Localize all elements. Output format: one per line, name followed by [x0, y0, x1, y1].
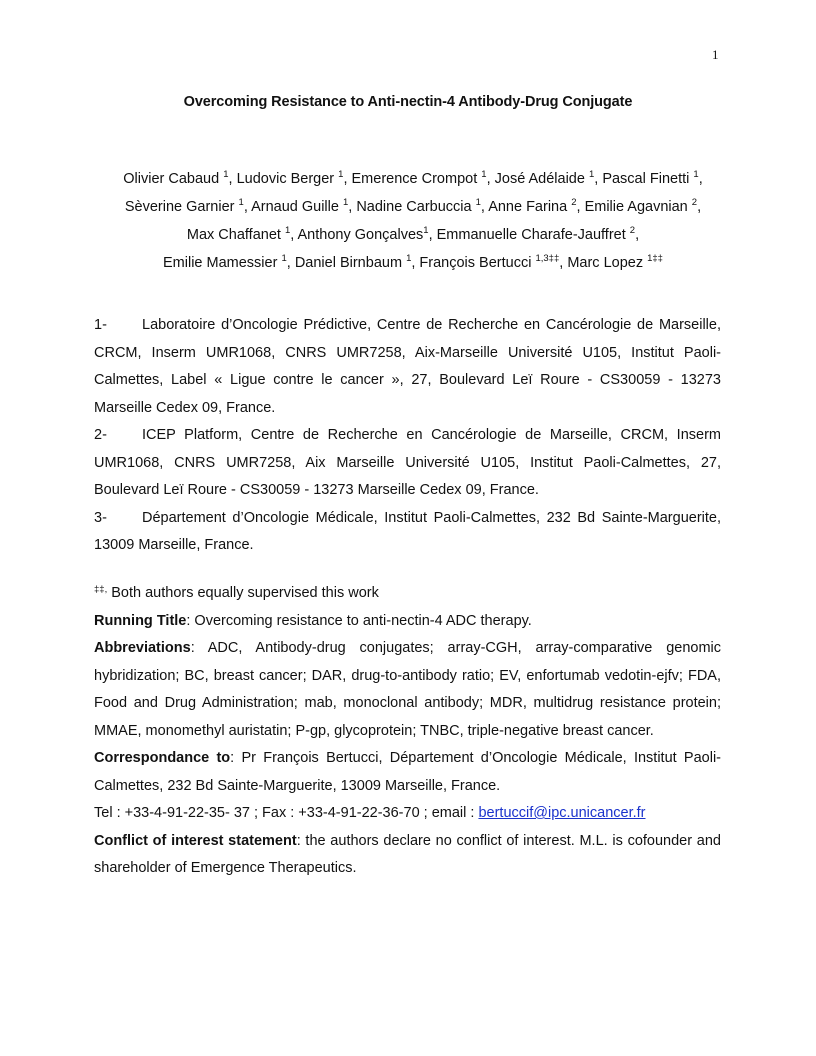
author-line: Emilie Mamessier $^1$, Daniel Birnbaum $^1$, François Bertucci $^{1,3\ddagger\ddagger}$, Marc Lopez $^{1\ddagger\ddagger}$ [163, 253, 663, 271]
author: Nadine Carbuccia $^1$ [356, 197, 481, 215]
paper-title: Overcoming Resistance to Anti-nectin-4 Antibody-Drug Conjugate [183, 94, 633, 110]
author: Emmanuelle Charafe-Jauffret $^2$ [436, 225, 636, 243]
affiliation: 1- Laboratoire d’Oncologie Prédictive, Centre de Recherche en Cancérologie de Marseille, CRCM, Inserm UMR1068, CNRS UMR7258, Aix-Marseille Université U105, Institut Paoli-Calmettes, Label « Ligue contre le cancer », 27, Boulevard Leï Roure - CS30059 - 13273 Marseille Cedex 09, France. [94, 317, 721, 416]
correspondence: Correspondance to: Pr François Bertucci, Département d’Oncologie Médicale, Institut Paoli-Calmettes, 232 Bd Sainte-Marguerite, 13009 Marseille, France. [94, 750, 721, 794]
affiliation-list [94, 312, 721, 560]
author: Olivier Cabaud $^1$ [123, 169, 229, 187]
front-matter-notes [94, 580, 721, 883]
author: Arnaud Guille $^1$ [251, 197, 349, 215]
page-number: 1 [712, 47, 719, 62]
footnote: ‡‡, Both authors equally supervised this work [94, 584, 379, 601]
author-line: Max Chaffanet $^1$, Anthony Gonçalves$^1$, Emmanuelle Charafe-Jauffret $^2$, [186, 225, 640, 243]
author: François Bertucci $^{1,3\ddagger\ddagger}$ [419, 253, 560, 271]
abbreviations: Abbreviations: ADC, Antibody-drug conjugates; array-CGH, array-comparative genomic hybridization; BC, breast cancer; DAR, drug-to-antibody ratio; EV, enfortumab vedotin-ejfv; FDA, Food and Drug Administration; mab, monoclonal antibody; MDR, multidrug resistance protein; MMAE, monomethyl auristatin; P-gp, glycoprotein; TNBC, triple-negative breast cancer. [94, 640, 721, 739]
author: Emerence Crompot $^1$ [351, 169, 487, 187]
conflict-statement: Conflict of interest statement: the authors declare no conflict of interest. M.L. is cofounder and shareholder of Emergence Therapeutics. [94, 832, 721, 876]
author-line: Olivier Cabaud $^1$, Ludovic Berger $^1$, Emerence Crompot $^1$, José Adélaide $^1$, Pascal Finetti $^1$, [123, 169, 703, 187]
running-title: Running Title: Overcoming resistance to anti-nectin-4 ADC therapy. [94, 612, 532, 629]
affiliation: 3- Département d’Oncologie Médicale, Institut Paoli-Calmettes, 232 Bd Sainte-Marguerite, 13009 Marseille, France. [94, 509, 721, 553]
author: Max Chaffanet $^1$ [186, 225, 291, 243]
author: Ludovic Berger $^1$ [236, 169, 344, 187]
author: Marc Lopez $^{1\ddagger\ddagger}$ [567, 253, 663, 271]
author-list [88, 165, 738, 277]
email-link[interactable]: bertuccif@ipc.unicancer.fr [478, 805, 646, 821]
author: Sèverine Garnier $^1$ [124, 197, 244, 215]
contact-info: Tel : +33-4-91-22-35- 37 ; Fax : +33-4-91-22-36-70 ; email : bertuccif@ipc.unicancer.fr [94, 805, 646, 821]
author: Anthony Gonçalves$^1$ [297, 225, 429, 243]
author: Emilie Mamessier $^1$ [163, 253, 287, 271]
author-line: Sèverine Garnier $^1$, Arnaud Guille $^1$, Nadine Carbuccia $^1$, Anne Farina $^2$, Emilie Agavnian $^2$, [124, 197, 702, 215]
author: José Adélaide $^1$ [494, 169, 595, 187]
author: Anne Farina $^2$ [488, 197, 577, 215]
author: Pascal Finetti $^1$ [602, 169, 699, 187]
affiliation: 2- ICEP Platform, Centre de Recherche en Cancérologie de Marseille, CRCM, Inserm UMR1068, CNRS UMR7258, Aix Marseille Université U105, Institut Paoli-Calmettes, 27, Boulevard Leï Roure - CS30059 - 13273 Marseille Cedex 09, France. [94, 427, 721, 498]
author: Daniel Birnbaum $^1$ [294, 253, 412, 271]
author: Emilie Agavnian $^2$ [584, 197, 698, 215]
